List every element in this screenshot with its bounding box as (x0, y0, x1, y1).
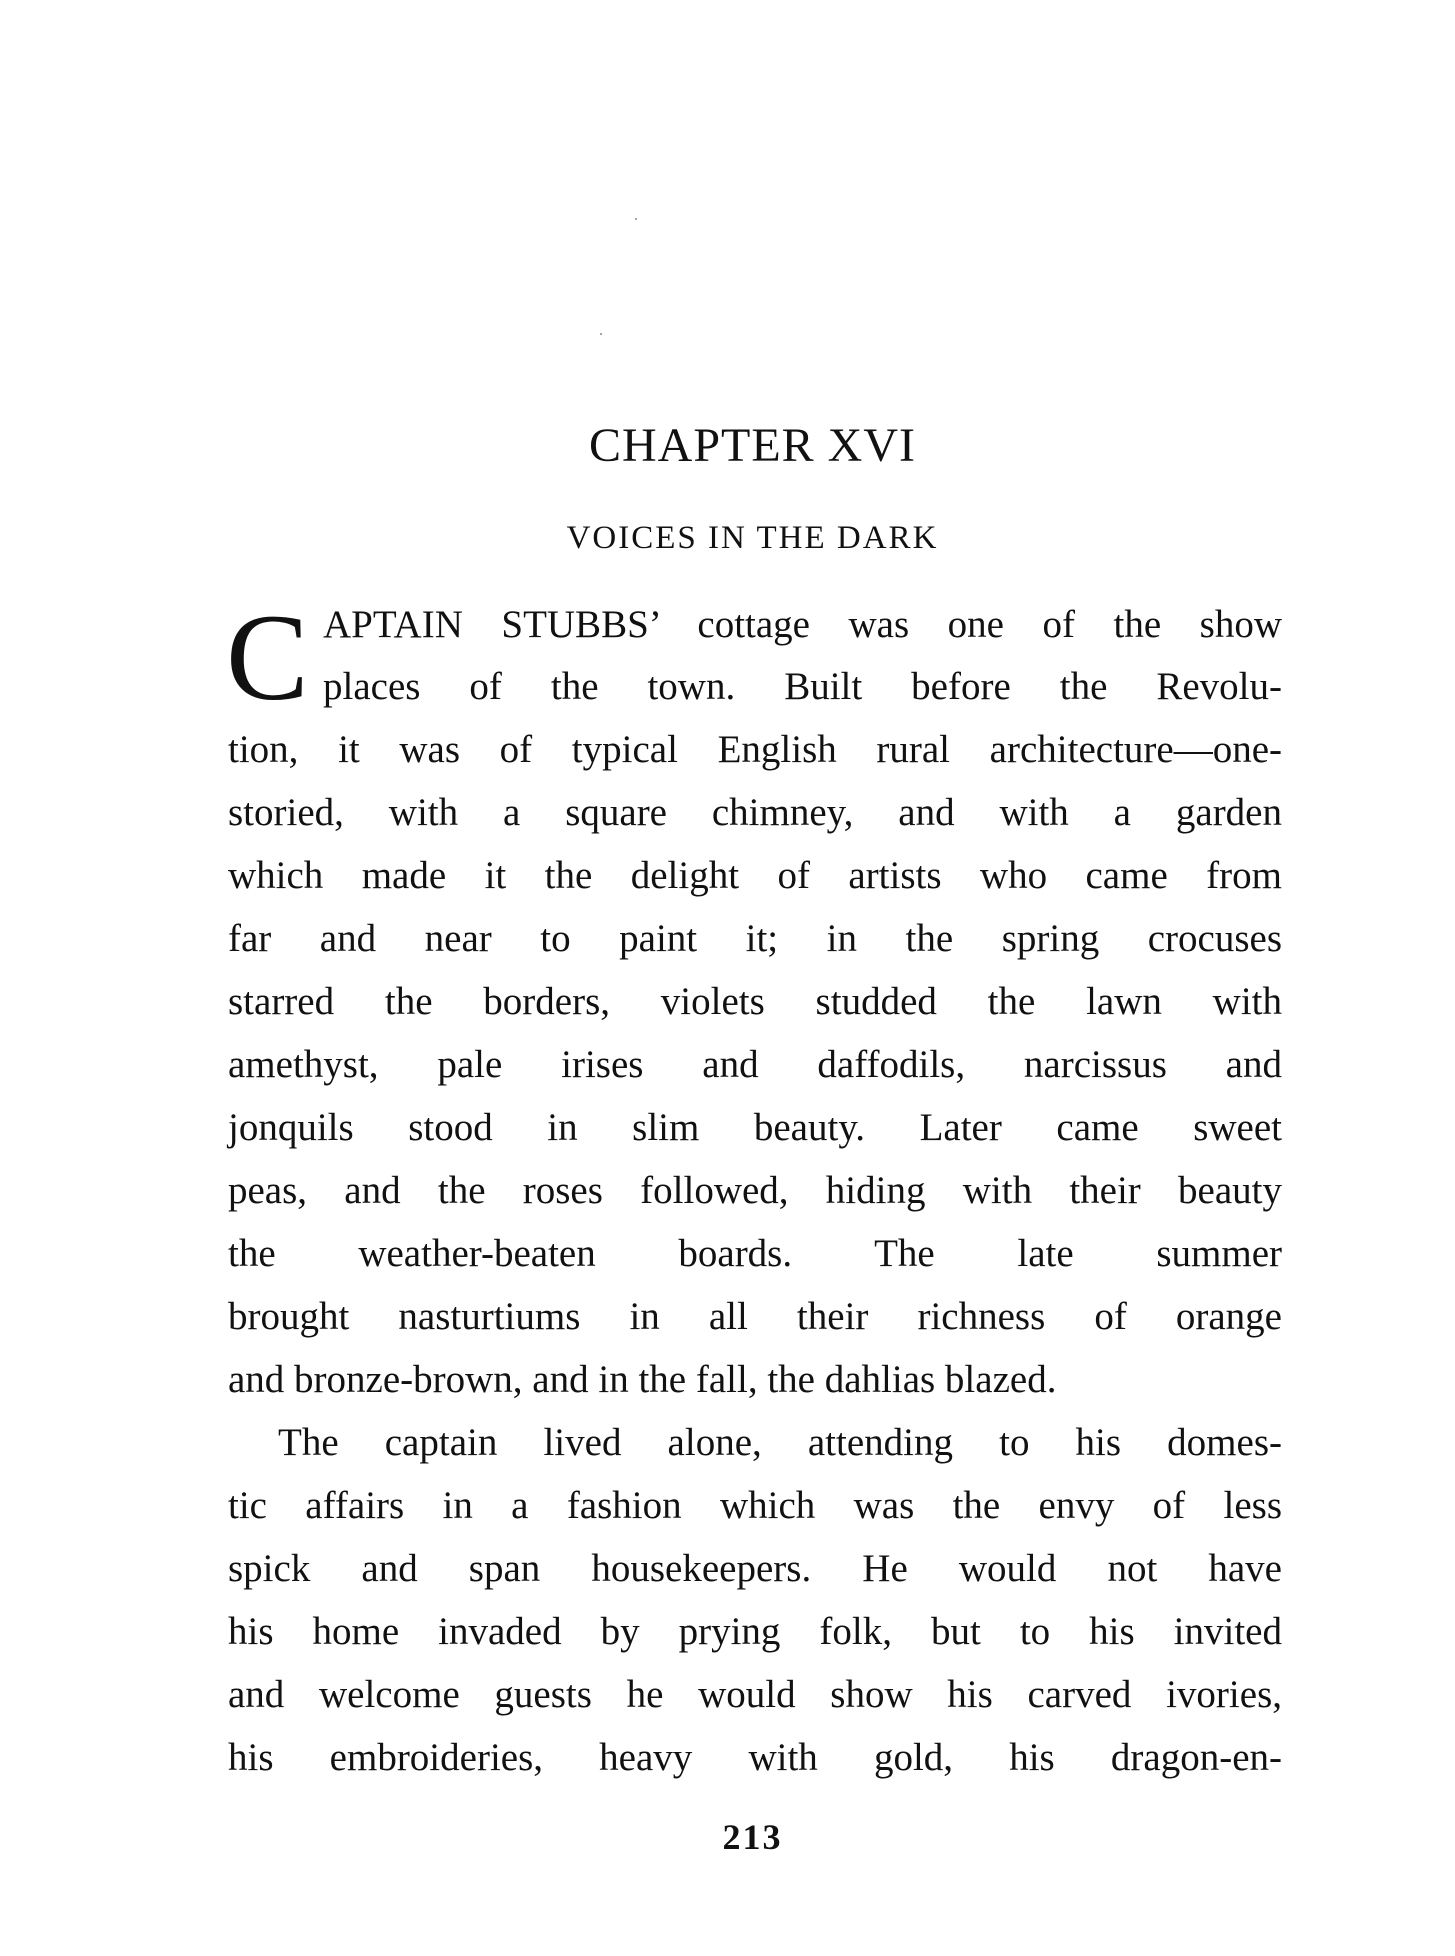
text-line: storied, with a square chimney, and with a garden (228, 791, 1282, 834)
scan-speck (635, 218, 637, 220)
text-line: places of the town. Built before the Revolu- (323, 665, 1282, 708)
text-line: tion, it was of typical English rural architecture—one- (228, 728, 1282, 771)
text-line: and bronze-brown, and in the fall, the dahlias blazed. (228, 1358, 1057, 1401)
page-number: 213 (722, 1817, 783, 1857)
drop-cap: C (226, 589, 309, 726)
text-line: his home invaded by prying folk, but to his invited (228, 1610, 1282, 1653)
text-line: far and near to paint it; in the spring crocuses (228, 917, 1282, 960)
text-line: his embroideries, heavy with gold, his dragon-en- (228, 1736, 1282, 1779)
text-line: the weather-beaten boards. The late summer (228, 1232, 1282, 1275)
text-line: starred the borders, violets studded the lawn with (228, 980, 1282, 1023)
text-line: jonquils stood in slim beauty. Later came sweet (228, 1106, 1282, 1149)
text-line: APTAIN STUBBS’ cottage was one of the show (323, 603, 1282, 646)
text-line: spick and span housekeepers. He would not have (228, 1547, 1282, 1590)
text-line: and welcome guests he would show his carved ivories, (228, 1673, 1282, 1716)
text-line: The captain lived alone, attending to his domes- (278, 1421, 1282, 1464)
text-line: tic affairs in a fashion which was the envy of less (228, 1484, 1282, 1527)
chapter-subtitle: VOICES IN THE DARK (566, 520, 939, 556)
text-line: amethyst, pale irises and daffodils, narcissus and (228, 1043, 1282, 1086)
scan-speck (600, 333, 602, 335)
text-line: which made it the delight of artists who came from (228, 854, 1282, 897)
text-line: brought nasturtiums in all their richness of orange (228, 1295, 1282, 1338)
text-line: peas, and the roses followed, hiding with their beauty (228, 1169, 1282, 1212)
chapter-title: CHAPTER XVI (588, 419, 916, 472)
